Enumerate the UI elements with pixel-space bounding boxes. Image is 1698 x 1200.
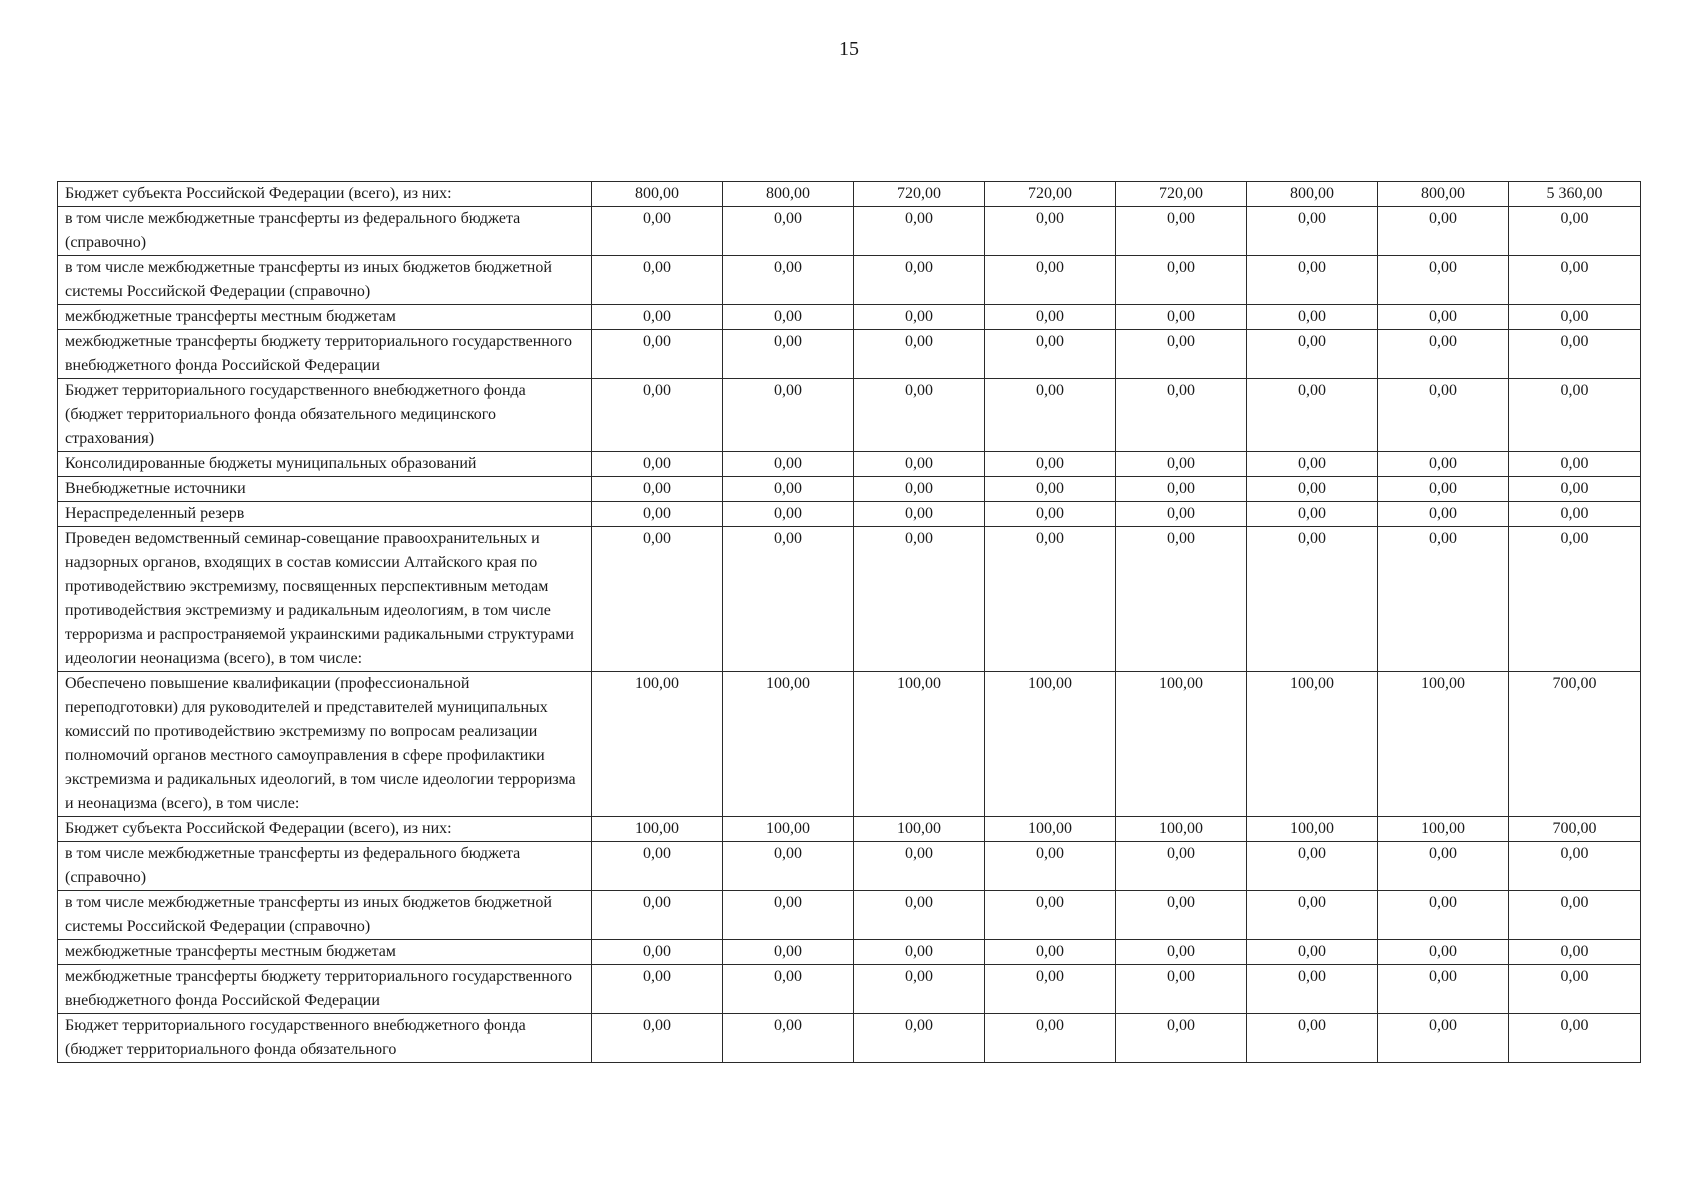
value-cell: 0,00 — [1378, 207, 1509, 256]
value-cell: 0,00 — [1247, 965, 1378, 1014]
value-cell: 0,00 — [985, 891, 1116, 940]
value-cell: 0,00 — [1116, 527, 1247, 672]
value-cell: 0,00 — [592, 452, 723, 477]
value-cell: 0,00 — [985, 207, 1116, 256]
table-row — [58, 1014, 1641, 1063]
value-cell: 0,00 — [1378, 330, 1509, 379]
value-cell: 0,00 — [854, 256, 985, 305]
value-cell: 700,00 — [1509, 672, 1641, 817]
value-cell: 0,00 — [1509, 379, 1641, 452]
value-cell: 0,00 — [1247, 330, 1378, 379]
value-cell: 0,00 — [854, 940, 985, 965]
value-cell: 0,00 — [1378, 965, 1509, 1014]
value-cell: 0,00 — [723, 452, 854, 477]
value-cell: 720,00 — [1116, 182, 1247, 207]
table-row — [58, 672, 1641, 817]
value-cell: 0,00 — [1509, 207, 1641, 256]
value-cell: 0,00 — [854, 305, 985, 330]
value-cell: 0,00 — [1378, 379, 1509, 452]
value-cell: 0,00 — [1116, 330, 1247, 379]
value-cell: 0,00 — [1247, 891, 1378, 940]
row-label: в том числе межбюджетные трансферты из иных бюджетов бюджетной системы Российской Федерации (справочно) — [58, 891, 592, 940]
value-cell: 0,00 — [985, 842, 1116, 891]
row-label: в том числе межбюджетные трансферты из федерального бюджета (справочно) — [58, 842, 592, 891]
value-cell: 0,00 — [854, 891, 985, 940]
table-row — [58, 891, 1641, 940]
value-cell: 0,00 — [854, 452, 985, 477]
row-label: в том числе межбюджетные трансферты из федерального бюджета (справочно) — [58, 207, 592, 256]
value-cell: 0,00 — [592, 256, 723, 305]
value-cell: 0,00 — [1247, 379, 1378, 452]
value-cell: 0,00 — [985, 502, 1116, 527]
row-label: Проведен ведомственный семинар-совещание правоохранительных и надзорных органов, входящих в состав комиссии Алтайского края по противодействию экстремизму, посвященных перспективным методам противодействия экстремизму и радикальным идеологиям, в том числе терроризма и распространяемой украинскими радикальными структурами идеологии неонацизма (всего), в том числе: — [58, 527, 592, 672]
value-cell: 0,00 — [985, 965, 1116, 1014]
row-label: межбюджетные трансферты местным бюджетам — [58, 305, 592, 330]
table-row — [58, 452, 1641, 477]
value-cell: 0,00 — [1378, 527, 1509, 672]
table-row — [58, 379, 1641, 452]
table-row — [58, 477, 1641, 502]
value-cell: 0,00 — [1247, 256, 1378, 305]
value-cell: 0,00 — [854, 502, 985, 527]
value-cell: 0,00 — [1509, 940, 1641, 965]
value-cell: 0,00 — [1247, 305, 1378, 330]
value-cell: 0,00 — [1509, 502, 1641, 527]
value-cell: 700,00 — [1509, 817, 1641, 842]
value-cell: 100,00 — [854, 817, 985, 842]
value-cell: 0,00 — [854, 477, 985, 502]
value-cell: 0,00 — [723, 842, 854, 891]
value-cell: 0,00 — [592, 502, 723, 527]
value-cell: 0,00 — [723, 965, 854, 1014]
value-cell: 0,00 — [1509, 305, 1641, 330]
value-cell: 0,00 — [854, 207, 985, 256]
row-label: в том числе межбюджетные трансферты из иных бюджетов бюджетной системы Российской Федерации (справочно) — [58, 256, 592, 305]
value-cell: 0,00 — [592, 842, 723, 891]
value-cell: 0,00 — [1509, 1014, 1641, 1063]
value-cell: 0,00 — [1247, 477, 1378, 502]
value-cell: 100,00 — [1116, 672, 1247, 817]
value-cell: 0,00 — [592, 527, 723, 672]
value-cell: 0,00 — [592, 965, 723, 1014]
value-cell: 0,00 — [723, 1014, 854, 1063]
value-cell: 0,00 — [1378, 452, 1509, 477]
row-label: Бюджет территориального государственного внебюджетного фонда (бюджет территориального фонда обязательного — [58, 1014, 592, 1063]
value-cell: 0,00 — [592, 330, 723, 379]
value-cell: 0,00 — [723, 940, 854, 965]
value-cell: 100,00 — [1378, 672, 1509, 817]
value-cell: 0,00 — [1378, 502, 1509, 527]
value-cell: 0,00 — [854, 330, 985, 379]
value-cell: 0,00 — [592, 891, 723, 940]
table-row — [58, 207, 1641, 256]
value-cell: 0,00 — [1116, 256, 1247, 305]
row-label: Внебюджетные источники — [58, 477, 592, 502]
value-cell: 0,00 — [723, 207, 854, 256]
value-cell: 0,00 — [854, 379, 985, 452]
value-cell: 0,00 — [854, 527, 985, 672]
value-cell: 800,00 — [723, 182, 854, 207]
value-cell: 800,00 — [1247, 182, 1378, 207]
table-row — [58, 842, 1641, 891]
row-label: Бюджет территориального государственного внебюджетного фонда (бюджет территориального фонда обязательного медицинского страхования) — [58, 379, 592, 452]
value-cell: 0,00 — [723, 256, 854, 305]
value-cell: 100,00 — [854, 672, 985, 817]
value-cell: 0,00 — [1378, 891, 1509, 940]
row-label: межбюджетные трансферты местным бюджетам — [58, 940, 592, 965]
value-cell: 0,00 — [723, 891, 854, 940]
row-label: Бюджет субъекта Российской Федерации (всего), из них: — [58, 817, 592, 842]
value-cell: 0,00 — [1116, 965, 1247, 1014]
value-cell: 0,00 — [1378, 477, 1509, 502]
table-row — [58, 502, 1641, 527]
table-row — [58, 256, 1641, 305]
value-cell: 0,00 — [1509, 330, 1641, 379]
row-label: Нераспределенный резерв — [58, 502, 592, 527]
value-cell: 100,00 — [723, 817, 854, 842]
value-cell: 0,00 — [1247, 842, 1378, 891]
page-number: 15 — [839, 38, 859, 60]
value-cell: 720,00 — [854, 182, 985, 207]
value-cell: 100,00 — [985, 817, 1116, 842]
value-cell: 0,00 — [985, 1014, 1116, 1063]
value-cell: 0,00 — [985, 256, 1116, 305]
table-row — [58, 527, 1641, 672]
value-cell: 0,00 — [592, 305, 723, 330]
value-cell: 0,00 — [1116, 207, 1247, 256]
value-cell: 100,00 — [592, 817, 723, 842]
value-cell: 0,00 — [1509, 965, 1641, 1014]
value-cell: 0,00 — [723, 305, 854, 330]
value-cell: 0,00 — [1378, 305, 1509, 330]
value-cell: 0,00 — [854, 1014, 985, 1063]
value-cell: 0,00 — [723, 379, 854, 452]
table-row — [58, 940, 1641, 965]
table-row — [58, 330, 1641, 379]
value-cell: 100,00 — [723, 672, 854, 817]
value-cell: 0,00 — [1509, 527, 1641, 672]
row-label: Обеспечено повышение квалификации (профессиональной переподготовки) для руководителей и представителей муниципальных комиссий по противодействию экстремизму по вопросам реализации полномочий органов местного самоуправления в сфере профилактики экстремизма и радикальных идеологий, в том числе идеологии терроризма и неонацизма (всего), в том числе: — [58, 672, 592, 817]
value-cell: 0,00 — [1116, 477, 1247, 502]
value-cell: 0,00 — [985, 477, 1116, 502]
value-cell: 0,00 — [1247, 527, 1378, 672]
value-cell: 0,00 — [592, 477, 723, 502]
value-cell: 0,00 — [985, 527, 1116, 672]
row-label: межбюджетные трансферты бюджету территориального государственного внебюджетного фонда Российской Федерации — [58, 330, 592, 379]
value-cell: 0,00 — [985, 330, 1116, 379]
table-body — [58, 182, 1641, 1063]
value-cell: 0,00 — [723, 330, 854, 379]
value-cell: 0,00 — [723, 527, 854, 672]
value-cell: 0,00 — [1378, 940, 1509, 965]
value-cell: 0,00 — [1509, 256, 1641, 305]
row-label: Бюджет субъекта Российской Федерации (всего), из них: — [58, 182, 592, 207]
row-label: Консолидированные бюджеты муниципальных образований — [58, 452, 592, 477]
value-cell: 0,00 — [1247, 502, 1378, 527]
value-cell: 0,00 — [723, 502, 854, 527]
value-cell: 0,00 — [854, 965, 985, 1014]
table-row — [58, 817, 1641, 842]
value-cell: 720,00 — [985, 182, 1116, 207]
value-cell: 0,00 — [592, 379, 723, 452]
value-cell: 0,00 — [1116, 452, 1247, 477]
value-cell: 0,00 — [1116, 305, 1247, 330]
value-cell: 0,00 — [1509, 477, 1641, 502]
value-cell: 0,00 — [985, 305, 1116, 330]
value-cell: 100,00 — [1378, 817, 1509, 842]
row-label: межбюджетные трансферты бюджету территориального государственного внебюджетного фонда Российской Федерации — [58, 965, 592, 1014]
value-cell: 0,00 — [592, 207, 723, 256]
value-cell: 800,00 — [1378, 182, 1509, 207]
table-row — [58, 965, 1641, 1014]
value-cell: 0,00 — [1509, 842, 1641, 891]
value-cell: 0,00 — [1247, 452, 1378, 477]
value-cell: 100,00 — [592, 672, 723, 817]
value-cell: 0,00 — [1116, 891, 1247, 940]
value-cell: 100,00 — [1116, 817, 1247, 842]
value-cell: 0,00 — [1247, 207, 1378, 256]
value-cell: 0,00 — [1116, 379, 1247, 452]
value-cell: 0,00 — [592, 940, 723, 965]
value-cell: 0,00 — [1116, 502, 1247, 527]
value-cell: 100,00 — [1247, 817, 1378, 842]
table-row — [58, 182, 1641, 207]
value-cell: 0,00 — [854, 842, 985, 891]
value-cell: 0,00 — [1378, 842, 1509, 891]
value-cell: 0,00 — [1247, 940, 1378, 965]
table-row — [58, 305, 1641, 330]
value-cell: 0,00 — [1509, 891, 1641, 940]
value-cell: 0,00 — [592, 1014, 723, 1063]
value-cell: 0,00 — [1509, 452, 1641, 477]
value-cell: 0,00 — [985, 379, 1116, 452]
value-cell: 0,00 — [985, 452, 1116, 477]
value-cell: 100,00 — [1247, 672, 1378, 817]
value-cell: 0,00 — [1116, 940, 1247, 965]
value-cell: 0,00 — [1378, 1014, 1509, 1063]
value-cell: 800,00 — [592, 182, 723, 207]
value-cell: 0,00 — [985, 940, 1116, 965]
value-cell: 0,00 — [1116, 1014, 1247, 1063]
value-cell: 0,00 — [1247, 1014, 1378, 1063]
value-cell: 0,00 — [723, 477, 854, 502]
value-cell: 100,00 — [985, 672, 1116, 817]
budget-table — [57, 181, 1641, 1063]
value-cell: 0,00 — [1116, 842, 1247, 891]
value-cell: 5 360,00 — [1509, 182, 1641, 207]
value-cell: 0,00 — [1378, 256, 1509, 305]
